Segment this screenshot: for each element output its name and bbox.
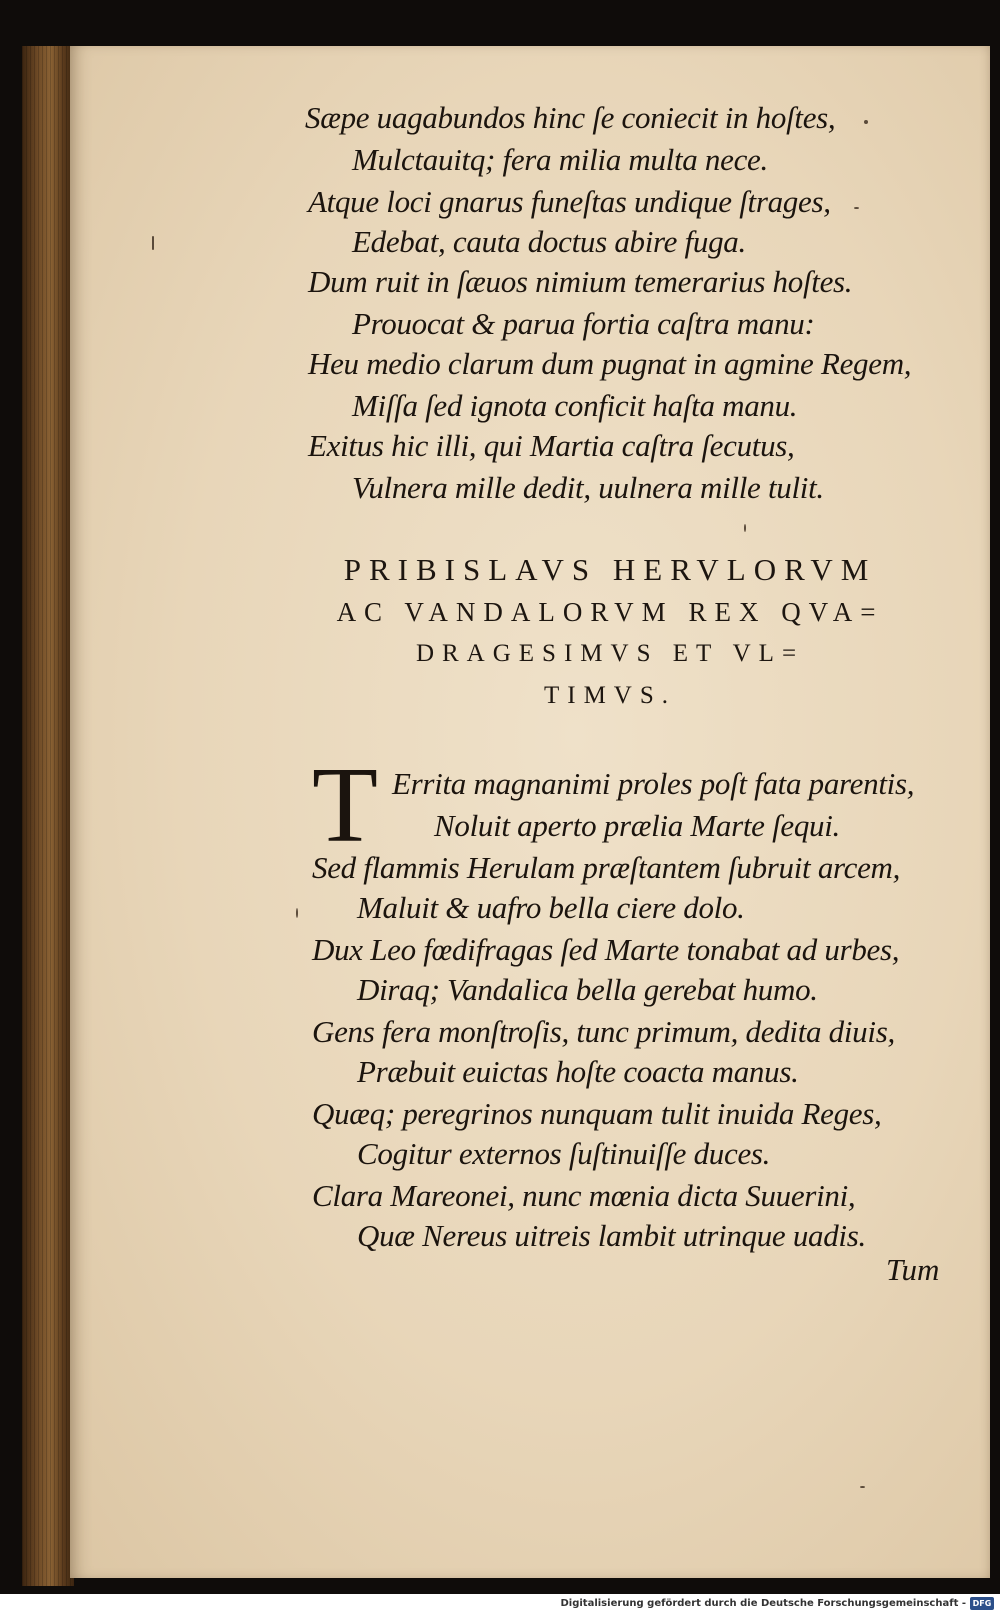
verse-line: Clara Mareonei, nunc mœnia dicta Suuerini, [312, 1178, 856, 1213]
verse-line: Exitus hic illi, qui Martia caſtra ſecutus, [308, 428, 795, 463]
paper-speck [864, 120, 868, 124]
verse-line: Vulnera mille dedit, uulnera mille tulit. [352, 470, 824, 505]
verse-line: Errita magnanimi proles poſt fata parentis, [392, 766, 915, 801]
chapter-heading: DRAGESIMVS ET VL= [415, 640, 805, 667]
book-edge [22, 46, 74, 1586]
dfg-logo-icon: DFG [970, 1597, 994, 1610]
verse-line: Noluit aperto prælia Marte ſequi. [434, 808, 841, 843]
chapter-heading: TIMVS. [543, 682, 677, 709]
digitization-credit: Digitalisierung gefördert durch die Deutsche Forschungsgemeinschaft - [560, 1598, 966, 1609]
paper-speck [860, 1486, 865, 1488]
verse-line: Quæ Nereus uitreis lambit utrinque uadis. [357, 1218, 866, 1253]
drop-cap: T [312, 746, 378, 865]
verse-line: Gens fera monſtroſis, tunc primum, dedita diuis, [312, 1014, 895, 1049]
verse-line: Heu medio clarum dum pugnat in agmine Regem, [308, 346, 912, 381]
paper-speck [296, 908, 298, 918]
verse-line: Quæq; peregrinos nunquam tulit inuida Reges, [312, 1096, 882, 1131]
verse-line: Diraq; Vandalica bella gerebat humo. [357, 972, 818, 1007]
verse-line: Atque loci gnarus funeſtas undique ſtrages, [308, 184, 831, 219]
verse-line: Maluit & uafro bella ciere dolo. [357, 890, 745, 925]
verse-line: Edebat, cauta doctus abire fuga. [352, 224, 746, 259]
verse-line: Dum ruit in ſæuos nimium temerarius hoſtes. [308, 264, 853, 299]
verse-line: Dux Leo fœdifragas ſed Marte tonabat ad urbes, [312, 932, 900, 967]
catchword: Tum [886, 1252, 940, 1287]
verse-line: Cogitur externos ſuſtinuiſſe duces. [357, 1136, 771, 1171]
chapter-heading: AC VANDALORVM REX QVA= [336, 597, 884, 627]
verse-line: Miſſa ſed ignota conficit haſta manu. [352, 388, 798, 423]
verse-line: Sæpe uagabundos hinc ſe coniecit in hoſtes, [305, 100, 836, 135]
paper-speck [854, 207, 859, 209]
verse-line: Præbuit euictas hoſte coacta manus. [357, 1054, 799, 1089]
chapter-heading: PRIBISLAVS HERVLORVM [343, 552, 877, 587]
verse-line: Mulctauitq; fera milia multa nece. [352, 142, 768, 177]
verse-line: Prouocat & parua fortia caſtra manu: [352, 306, 815, 341]
verse-line: Sed flammis Herulam præſtantem ſubruit arcem, [312, 850, 901, 885]
paper-speck [152, 236, 154, 250]
paper-speck [744, 524, 746, 532]
